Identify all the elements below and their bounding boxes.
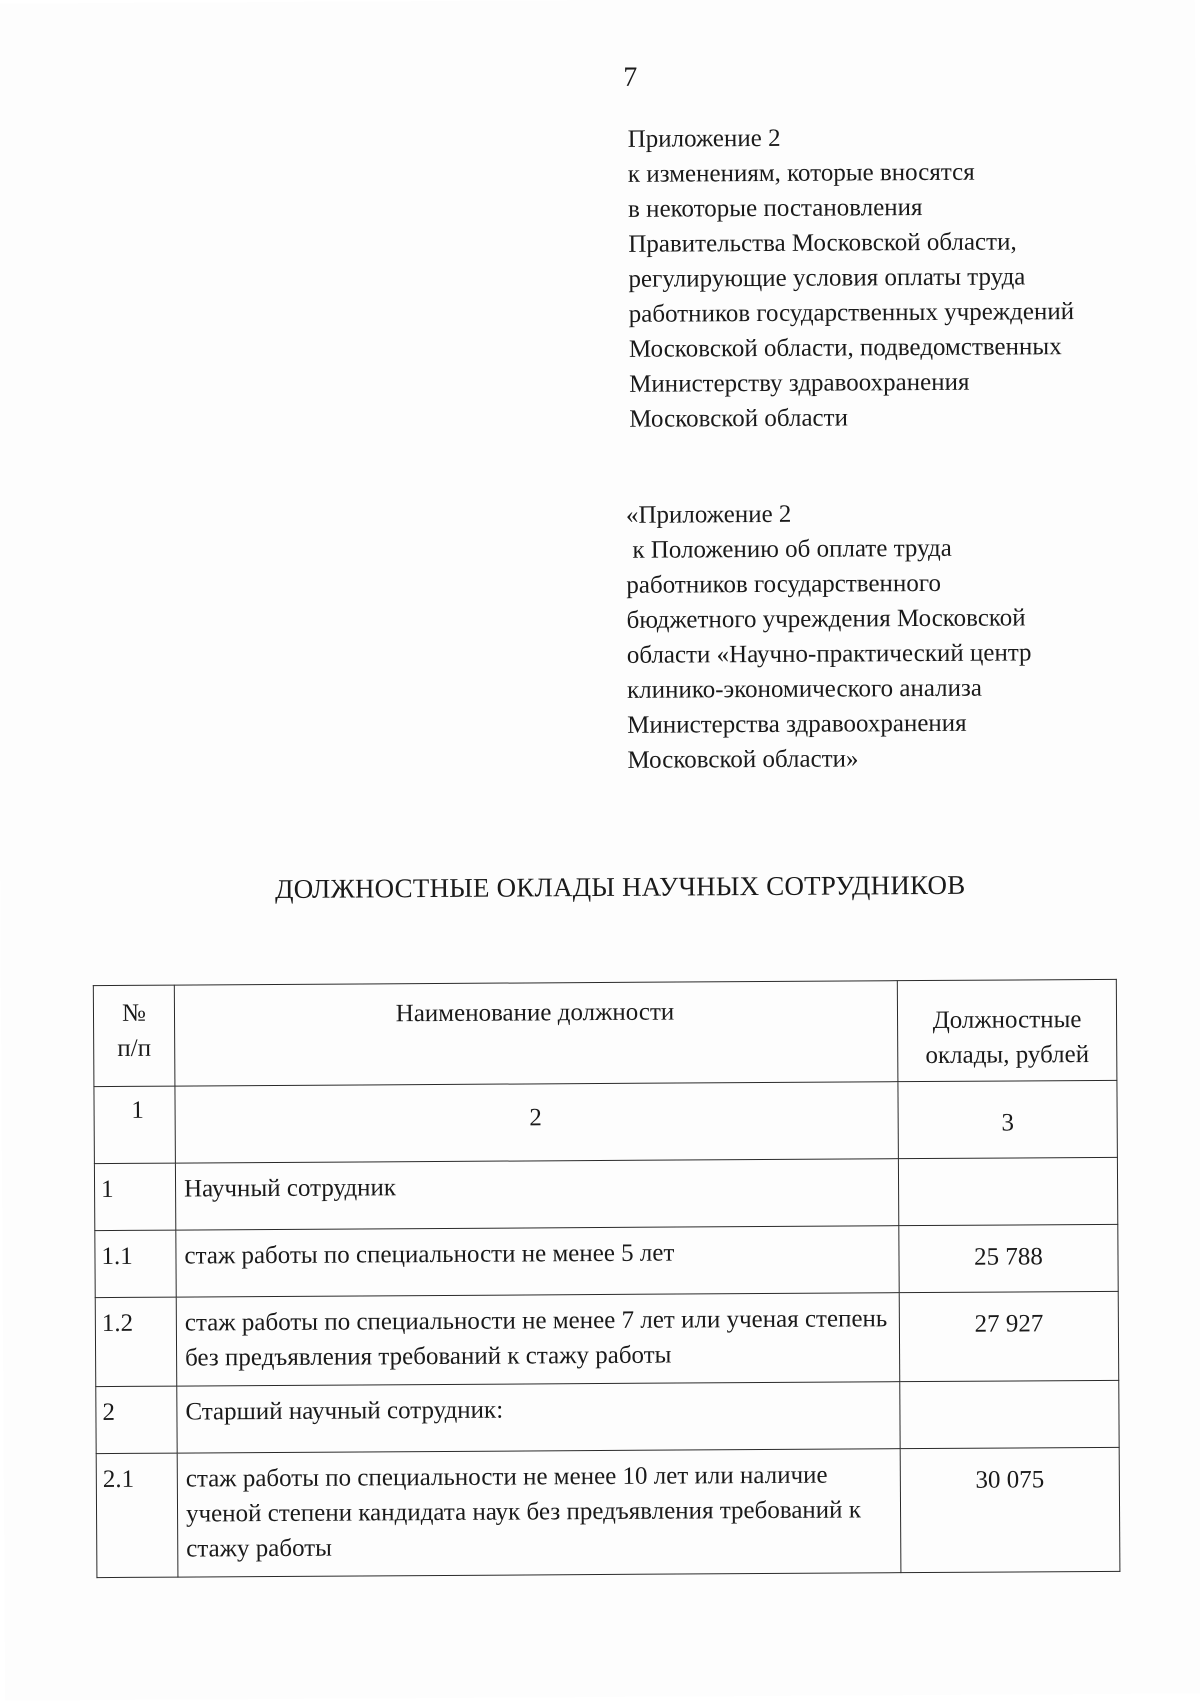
row-salary: 30 075 [900,1447,1120,1572]
row-position: стаж работы по специальности не менее 5 лет [176,1226,899,1297]
appendix-line: бюджетного учреждения Московской [626,604,1026,634]
row-salary [900,1380,1119,1448]
row-position: стаж работы по специальности не менее 7 лет или ученая степень без предъявления требований к стажу работы [176,1293,900,1386]
header-number-symbol: № [121,999,146,1027]
header-salary-line: Должностные [932,1006,1082,1034]
table-row [94,1157,1117,1230]
appendix-line: к Положению об оплате труда [626,534,952,564]
appendix-line: Московской области, подведомственных [628,333,1062,363]
appendix-heading-regulation [626,495,1032,777]
header-cell-number [93,985,175,1086]
table-row [95,1224,1118,1297]
appendix-line: Приложение 2 [627,124,781,153]
appendix-line: клинико-экономического анализа [626,674,983,704]
appendix-line: работников государственного [626,569,941,599]
row-position: Старший научный сотрудник: [177,1382,900,1453]
appendix-line: регулирующие условия оплаты труда [628,263,1026,293]
row-number: 1.1 [95,1230,176,1297]
appendix-line: Правительства Московской области, [628,228,1017,258]
header-salary-line: оклады, рублей [925,1041,1090,1070]
appendix-line: к изменениям, которые вносятся [627,158,975,188]
row-number: 1.2 [95,1297,177,1386]
document-title: ДОЛЖНОСТНЫЕ ОКЛАДЫ НАУЧНЫХ СОТРУДНИКОВ [274,869,966,904]
table-row [95,1291,1119,1386]
row-number: 1 [94,1163,175,1230]
appendix-line: Министерства здравоохранения [627,709,967,739]
appendix-line: Московской области» [627,745,859,774]
appendix-line: Московской области [629,404,848,433]
table-header-row [93,979,1117,1086]
header-number-abbrev: п/п [117,1034,152,1062]
table-row [96,1380,1119,1453]
salary-table [93,979,1121,1578]
appendix-heading-amendments [628,119,1075,437]
row-position: стаж работы по специальности не менее 10 лет или наличие ученой степени кандидата наук без предъявления требований к стажу работы [177,1449,901,1577]
page-number: 7 [623,61,638,93]
row-salary [898,1157,1117,1225]
header-cell-salary [897,979,1117,1081]
header-cell-position: Наименование должности [174,981,898,1086]
column-index-cell: 1 [94,1086,175,1163]
appendix-line: области «Научно-практический центр [626,639,1032,669]
row-number: 2.1 [96,1453,178,1577]
appendix-line: «Приложение 2 [625,500,792,529]
appendix-line: в некоторые постановления [628,194,923,223]
table-row [96,1447,1120,1577]
column-index-cell: 3 [898,1080,1117,1158]
row-position: Научный сотрудник [175,1159,898,1230]
row-salary: 27 927 [899,1291,1119,1381]
appendix-line: работников государственных учреждений [628,298,1075,328]
row-salary: 25 788 [899,1224,1118,1292]
row-number: 2 [96,1386,177,1453]
column-index-cell: 2 [175,1082,898,1163]
appendix-line: Министерству здравоохранения [629,368,970,398]
column-index-row [94,1080,1117,1163]
